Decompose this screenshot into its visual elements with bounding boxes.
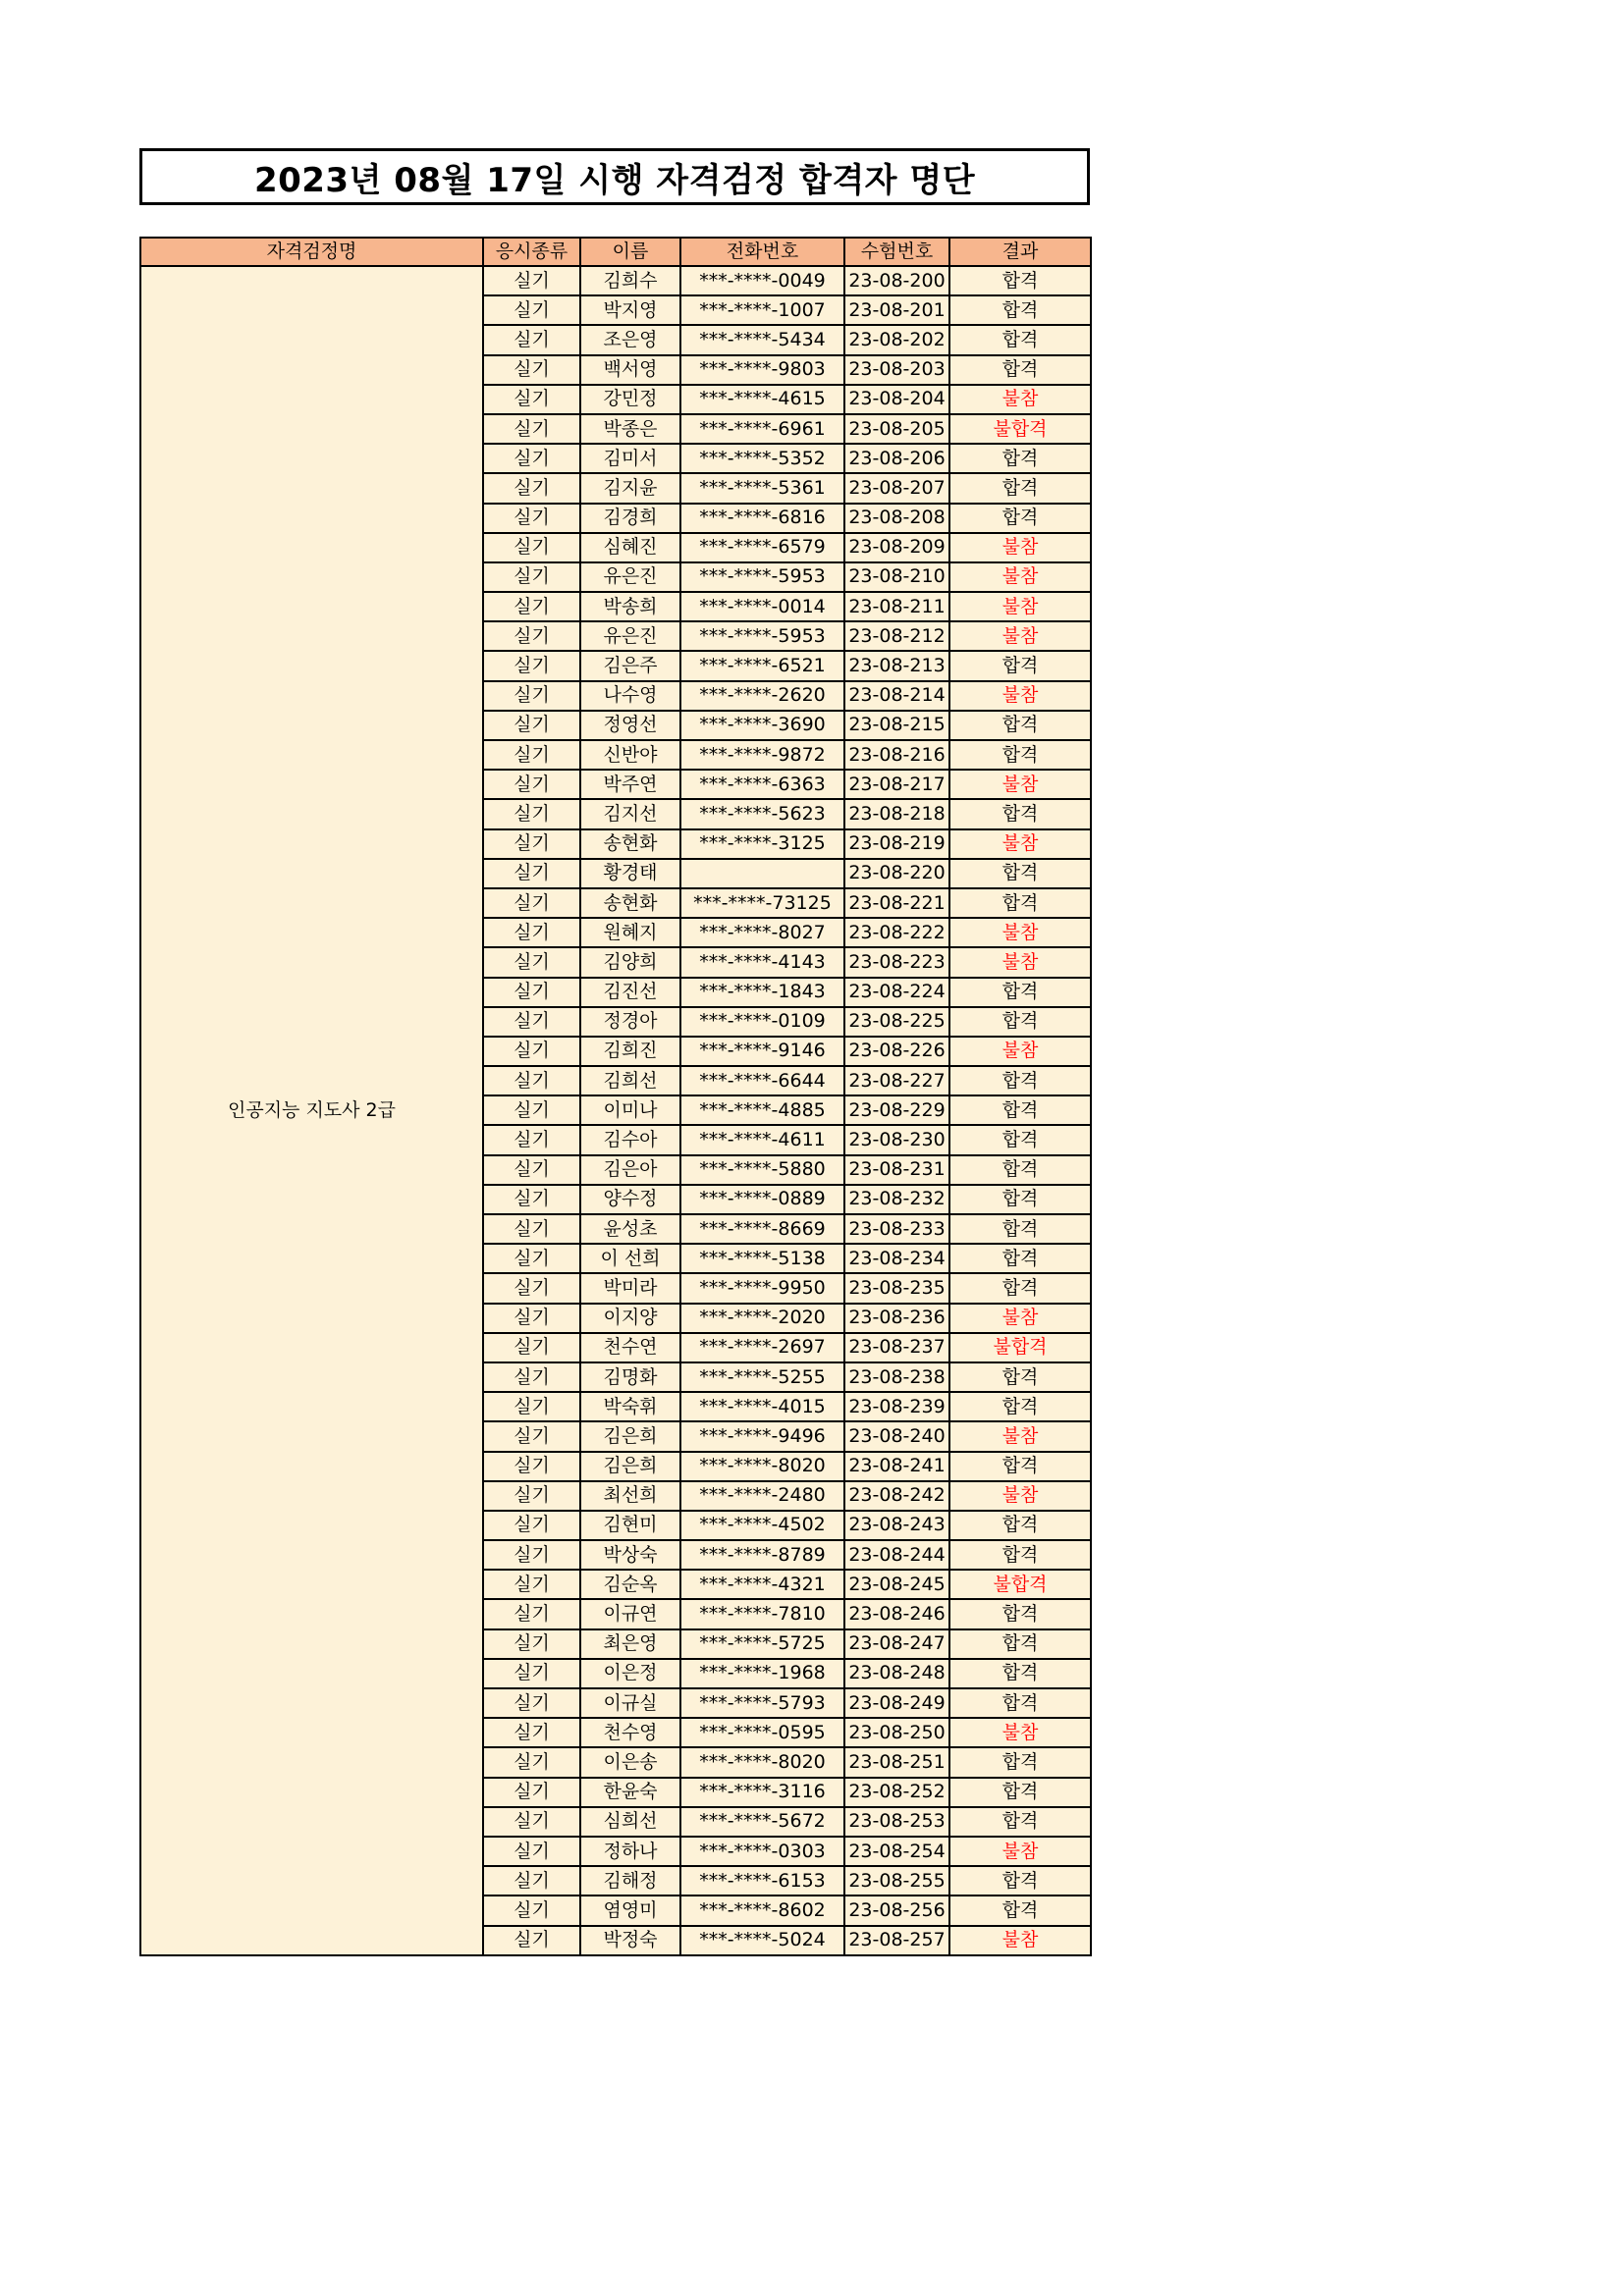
- exam-type-cell: 실기: [483, 1926, 580, 1955]
- name-cell: 양수정: [580, 1185, 680, 1214]
- exam-number-cell: 23-08-201: [844, 295, 949, 325]
- exam-number-cell: 23-08-251: [844, 1747, 949, 1777]
- exam-number-cell: 23-08-203: [844, 355, 949, 385]
- exam-type-cell: 실기: [483, 1688, 580, 1718]
- result-cell: 합격: [949, 1866, 1091, 1896]
- phone-cell: ***-****-4885: [680, 1095, 844, 1125]
- phone-cell: ***-****-5434: [680, 325, 844, 354]
- phone-cell: ***-****-6644: [680, 1066, 844, 1095]
- phone-cell: ***-****-5024: [680, 1926, 844, 1955]
- exam-type-cell: 실기: [483, 1421, 580, 1451]
- exam-type-cell: 실기: [483, 1807, 580, 1837]
- column-header-type: 응시종류: [483, 238, 580, 266]
- exam-type-cell: 실기: [483, 1244, 580, 1273]
- name-cell: 박주연: [580, 770, 680, 799]
- exam-number-cell: 23-08-207: [844, 473, 949, 503]
- exam-type-cell: 실기: [483, 1155, 580, 1185]
- result-cell: 불참: [949, 1304, 1091, 1333]
- result-cell: 불참: [949, 1481, 1091, 1511]
- result-cell: 합격: [949, 859, 1091, 888]
- result-cell: 합격: [949, 1629, 1091, 1659]
- name-cell: 박정숙: [580, 1926, 680, 1955]
- result-cell: 합격: [949, 473, 1091, 503]
- result-cell: 불참: [949, 947, 1091, 977]
- exam-type-cell: 실기: [483, 414, 580, 444]
- phone-cell: ***-****-5725: [680, 1629, 844, 1659]
- phone-cell: ***-****-2020: [680, 1304, 844, 1333]
- name-cell: 이지양: [580, 1304, 680, 1333]
- exam-type-cell: 실기: [483, 1511, 580, 1540]
- name-cell: 최은영: [580, 1629, 680, 1659]
- phone-cell: ***-****-7810: [680, 1599, 844, 1629]
- result-cell: 불합격: [949, 414, 1091, 444]
- exam-type-cell: 실기: [483, 1095, 580, 1125]
- exam-number-cell: 23-08-219: [844, 829, 949, 859]
- phone-cell: ***-****-0109: [680, 1007, 844, 1037]
- name-cell: 김미서: [580, 444, 680, 473]
- exam-number-cell: 23-08-236: [844, 1304, 949, 1333]
- exam-type-cell: 실기: [483, 1866, 580, 1896]
- exam-number-cell: 23-08-200: [844, 266, 949, 295]
- result-cell: 불합격: [949, 1333, 1091, 1362]
- result-cell: 불참: [949, 1037, 1091, 1066]
- phone-cell: ***-****-6579: [680, 533, 844, 562]
- phone-cell: ***-****-9950: [680, 1273, 844, 1303]
- result-cell: 합격: [949, 1659, 1091, 1688]
- result-cell: 합격: [949, 1540, 1091, 1570]
- exam-number-cell: 23-08-222: [844, 918, 949, 947]
- exam-number-cell: 23-08-245: [844, 1570, 949, 1599]
- result-cell: 합격: [949, 1599, 1091, 1629]
- cert-name-cell: 인공지능 지도사 2급: [140, 266, 483, 1955]
- phone-cell: ***-****-5953: [680, 621, 844, 651]
- name-cell: 한윤숙: [580, 1778, 680, 1807]
- result-cell: 합격: [949, 1392, 1091, 1421]
- exam-number-cell: 23-08-232: [844, 1185, 949, 1214]
- exam-type-cell: 실기: [483, 1452, 580, 1481]
- column-header-exam-no: 수험번호: [844, 238, 949, 266]
- exam-type-cell: 실기: [483, 1037, 580, 1066]
- result-cell: 합격: [949, 355, 1091, 385]
- name-cell: 김양희: [580, 947, 680, 977]
- result-cell: 합격: [949, 1185, 1091, 1214]
- exam-type-cell: 실기: [483, 651, 580, 680]
- exam-type-cell: 실기: [483, 770, 580, 799]
- exam-type-cell: 실기: [483, 1304, 580, 1333]
- column-header-result: 결과: [949, 238, 1091, 266]
- phone-cell: ***-****-0303: [680, 1837, 844, 1866]
- exam-type-cell: 실기: [483, 1481, 580, 1511]
- result-cell: 불참: [949, 681, 1091, 711]
- exam-number-cell: 23-08-233: [844, 1214, 949, 1244]
- result-cell: 합격: [949, 1214, 1091, 1244]
- exam-number-cell: 23-08-239: [844, 1392, 949, 1421]
- phone-cell: ***-****-2697: [680, 1333, 844, 1362]
- exam-type-cell: 실기: [483, 266, 580, 295]
- name-cell: 백서영: [580, 355, 680, 385]
- result-cell: 합격: [949, 1095, 1091, 1125]
- phone-cell: ***-****-1843: [680, 978, 844, 1007]
- exam-type-cell: 실기: [483, 1570, 580, 1599]
- exam-type-cell: 실기: [483, 355, 580, 385]
- name-cell: 신반야: [580, 740, 680, 770]
- exam-number-cell: 23-08-246: [844, 1599, 949, 1629]
- exam-type-cell: 실기: [483, 504, 580, 533]
- result-cell: 불참: [949, 1926, 1091, 1955]
- name-cell: 나수영: [580, 681, 680, 711]
- page-title: 2023년 08월 17일 시행 자격검정 합격자 명단: [139, 148, 1090, 205]
- name-cell: 박송희: [580, 592, 680, 621]
- name-cell: 이미나: [580, 1095, 680, 1125]
- result-cell: 합격: [949, 1511, 1091, 1540]
- column-header-cert: 자격검정명: [140, 238, 483, 266]
- name-cell: 심혜진: [580, 533, 680, 562]
- result-cell: 불참: [949, 1837, 1091, 1866]
- name-cell: 정하나: [580, 1837, 680, 1866]
- exam-number-cell: 23-08-241: [844, 1452, 949, 1481]
- exam-number-cell: 23-08-220: [844, 859, 949, 888]
- exam-type-cell: 실기: [483, 621, 580, 651]
- name-cell: 염영미: [580, 1896, 680, 1925]
- exam-number-cell: 23-08-242: [844, 1481, 949, 1511]
- phone-cell: ***-****-5880: [680, 1155, 844, 1185]
- exam-number-cell: 23-08-248: [844, 1659, 949, 1688]
- exam-type-cell: 실기: [483, 829, 580, 859]
- result-cell: 합격: [949, 444, 1091, 473]
- exam-type-cell: 실기: [483, 1659, 580, 1688]
- result-cell: 합격: [949, 325, 1091, 354]
- exam-type-cell: 실기: [483, 444, 580, 473]
- name-cell: 송현화: [580, 888, 680, 918]
- name-cell: 정영선: [580, 711, 680, 740]
- name-cell: 김은주: [580, 651, 680, 680]
- name-cell: 최선희: [580, 1481, 680, 1511]
- exam-type-cell: 실기: [483, 1747, 580, 1777]
- phone-cell: ***-****-3125: [680, 829, 844, 859]
- exam-number-cell: 23-08-253: [844, 1807, 949, 1837]
- exam-type-cell: 실기: [483, 740, 580, 770]
- name-cell: 김현미: [580, 1511, 680, 1540]
- exam-type-cell: 실기: [483, 799, 580, 828]
- exam-type-cell: 실기: [483, 1273, 580, 1303]
- result-cell: 합격: [949, 651, 1091, 680]
- exam-type-cell: 실기: [483, 562, 580, 592]
- exam-type-cell: 실기: [483, 859, 580, 888]
- exam-number-cell: 23-08-202: [844, 325, 949, 354]
- exam-type-cell: 실기: [483, 385, 580, 414]
- exam-number-cell: 23-08-215: [844, 711, 949, 740]
- phone-cell: ***-****-1007: [680, 295, 844, 325]
- result-cell: 합격: [949, 1066, 1091, 1095]
- name-cell: 김은희: [580, 1421, 680, 1451]
- phone-cell: ***-****-1968: [680, 1659, 844, 1688]
- exam-number-cell: 23-08-243: [844, 1511, 949, 1540]
- result-cell: 합격: [949, 1452, 1091, 1481]
- exam-number-cell: 23-08-247: [844, 1629, 949, 1659]
- exam-number-cell: 23-08-252: [844, 1778, 949, 1807]
- exam-number-cell: 23-08-230: [844, 1125, 949, 1154]
- column-header-name: 이름: [580, 238, 680, 266]
- exam-type-cell: 실기: [483, 1392, 580, 1421]
- result-cell: 불합격: [949, 1570, 1091, 1599]
- name-cell: 송현화: [580, 829, 680, 859]
- result-cell: 합격: [949, 1807, 1091, 1837]
- exam-type-cell: 실기: [483, 1362, 580, 1392]
- phone-cell: ***-****-4502: [680, 1511, 844, 1540]
- result-cell: 합격: [949, 740, 1091, 770]
- exam-type-cell: 실기: [483, 1125, 580, 1154]
- exam-number-cell: 23-08-226: [844, 1037, 949, 1066]
- result-cell: 합격: [949, 504, 1091, 533]
- phone-cell: ***-****-6961: [680, 414, 844, 444]
- result-cell: 합격: [949, 1778, 1091, 1807]
- phone-cell: ***-****-4143: [680, 947, 844, 977]
- exam-number-cell: 23-08-225: [844, 1007, 949, 1037]
- exam-type-cell: 실기: [483, 1540, 580, 1570]
- name-cell: 박숙휘: [580, 1392, 680, 1421]
- exam-number-cell: 23-08-234: [844, 1244, 949, 1273]
- exam-number-cell: 23-08-238: [844, 1362, 949, 1392]
- phone-cell: ***-****-0014: [680, 592, 844, 621]
- name-cell: 김은아: [580, 1155, 680, 1185]
- phone-cell: ***-****-0889: [680, 1185, 844, 1214]
- exam-type-cell: 실기: [483, 1007, 580, 1037]
- result-cell: 불참: [949, 1421, 1091, 1451]
- result-cell: 합격: [949, 1155, 1091, 1185]
- phone-cell: ***-****-8602: [680, 1896, 844, 1925]
- exam-number-cell: 23-08-206: [844, 444, 949, 473]
- phone-cell: ***-****-2620: [680, 681, 844, 711]
- name-cell: 박지영: [580, 295, 680, 325]
- exam-number-cell: 23-08-221: [844, 888, 949, 918]
- exam-type-cell: 실기: [483, 325, 580, 354]
- exam-type-cell: 실기: [483, 533, 580, 562]
- exam-type-cell: 실기: [483, 1066, 580, 1095]
- phone-cell: ***-****-5793: [680, 1688, 844, 1718]
- result-cell: 불참: [949, 918, 1091, 947]
- name-cell: 강민정: [580, 385, 680, 414]
- phone-cell: ***-****-5138: [680, 1244, 844, 1273]
- exam-type-cell: 실기: [483, 295, 580, 325]
- table-row: [140, 266, 1091, 295]
- phone-cell: [680, 859, 844, 888]
- exam-number-cell: 23-08-204: [844, 385, 949, 414]
- result-cell: 합격: [949, 1747, 1091, 1777]
- name-cell: 이 선희: [580, 1244, 680, 1273]
- table-header-row: [140, 238, 1091, 266]
- exam-number-cell: 23-08-227: [844, 1066, 949, 1095]
- name-cell: 이은송: [580, 1747, 680, 1777]
- name-cell: 박미라: [580, 1273, 680, 1303]
- name-cell: 김희수: [580, 266, 680, 295]
- exam-type-cell: 실기: [483, 947, 580, 977]
- exam-type-cell: 실기: [483, 1778, 580, 1807]
- exam-type-cell: 실기: [483, 1214, 580, 1244]
- name-cell: 유은진: [580, 621, 680, 651]
- exam-number-cell: 23-08-257: [844, 1926, 949, 1955]
- exam-number-cell: 23-08-205: [844, 414, 949, 444]
- name-cell: 김은희: [580, 1452, 680, 1481]
- result-cell: 불참: [949, 533, 1091, 562]
- name-cell: 원혜지: [580, 918, 680, 947]
- result-cell: 합격: [949, 1896, 1091, 1925]
- exam-number-cell: 23-08-250: [844, 1718, 949, 1747]
- name-cell: 이규실: [580, 1688, 680, 1718]
- result-cell: 합격: [949, 295, 1091, 325]
- name-cell: 심희선: [580, 1807, 680, 1837]
- result-cell: 불참: [949, 621, 1091, 651]
- phone-cell: ***-****-0049: [680, 266, 844, 295]
- exam-number-cell: 23-08-212: [844, 621, 949, 651]
- exam-number-cell: 23-08-218: [844, 799, 949, 828]
- phone-cell: ***-****-5255: [680, 1362, 844, 1392]
- result-cell: 합격: [949, 978, 1091, 1007]
- exam-number-cell: 23-08-244: [844, 1540, 949, 1570]
- exam-type-cell: 실기: [483, 1896, 580, 1925]
- result-cell: 합격: [949, 1362, 1091, 1392]
- name-cell: 정경아: [580, 1007, 680, 1037]
- result-cell: 불참: [949, 385, 1091, 414]
- phone-cell: ***-****-73125: [680, 888, 844, 918]
- phone-cell: ***-****-4321: [680, 1570, 844, 1599]
- name-cell: 조은영: [580, 325, 680, 354]
- name-cell: 김순옥: [580, 1570, 680, 1599]
- exam-number-cell: 23-08-229: [844, 1095, 949, 1125]
- column-header-phone: 전화번호: [680, 238, 844, 266]
- phone-cell: ***-****-9146: [680, 1037, 844, 1066]
- name-cell: 이규연: [580, 1599, 680, 1629]
- exam-number-cell: 23-08-249: [844, 1688, 949, 1718]
- name-cell: 김지윤: [580, 473, 680, 503]
- exam-number-cell: 23-08-235: [844, 1273, 949, 1303]
- exam-number-cell: 23-08-208: [844, 504, 949, 533]
- name-cell: 김해정: [580, 1866, 680, 1896]
- phone-cell: ***-****-9803: [680, 355, 844, 385]
- result-cell: 합격: [949, 266, 1091, 295]
- phone-cell: ***-****-6521: [680, 651, 844, 680]
- name-cell: 김진선: [580, 978, 680, 1007]
- exam-number-cell: 23-08-231: [844, 1155, 949, 1185]
- exam-type-cell: 실기: [483, 1599, 580, 1629]
- exam-number-cell: 23-08-211: [844, 592, 949, 621]
- exam-number-cell: 23-08-256: [844, 1896, 949, 1925]
- name-cell: 천수영: [580, 1718, 680, 1747]
- phone-cell: ***-****-8789: [680, 1540, 844, 1570]
- result-cell: 합격: [949, 1125, 1091, 1154]
- name-cell: 유은진: [580, 562, 680, 592]
- exam-number-cell: 23-08-210: [844, 562, 949, 592]
- phone-cell: ***-****-6816: [680, 504, 844, 533]
- exam-number-cell: 23-08-254: [844, 1837, 949, 1866]
- exam-type-cell: 실기: [483, 681, 580, 711]
- result-cell: 합격: [949, 1007, 1091, 1037]
- exam-number-cell: 23-08-217: [844, 770, 949, 799]
- exam-number-cell: 23-08-213: [844, 651, 949, 680]
- name-cell: 박상숙: [580, 1540, 680, 1570]
- phone-cell: ***-****-5953: [680, 562, 844, 592]
- result-cell: 불참: [949, 829, 1091, 859]
- exam-number-cell: 23-08-240: [844, 1421, 949, 1451]
- result-cell: 합격: [949, 711, 1091, 740]
- name-cell: 윤성초: [580, 1214, 680, 1244]
- phone-cell: ***-****-5672: [680, 1807, 844, 1837]
- result-cell: 합격: [949, 799, 1091, 828]
- name-cell: 황경태: [580, 859, 680, 888]
- phone-cell: ***-****-8020: [680, 1452, 844, 1481]
- exam-type-cell: 실기: [483, 1837, 580, 1866]
- name-cell: 김명화: [580, 1362, 680, 1392]
- exam-type-cell: 실기: [483, 592, 580, 621]
- name-cell: 김희선: [580, 1066, 680, 1095]
- result-cell: 불참: [949, 562, 1091, 592]
- phone-cell: ***-****-6153: [680, 1866, 844, 1896]
- name-cell: 이은정: [580, 1659, 680, 1688]
- name-cell: 박종은: [580, 414, 680, 444]
- phone-cell: ***-****-4615: [680, 385, 844, 414]
- name-cell: 천수연: [580, 1333, 680, 1362]
- exam-number-cell: 23-08-223: [844, 947, 949, 977]
- exam-number-cell: 23-08-224: [844, 978, 949, 1007]
- phone-cell: ***-****-3690: [680, 711, 844, 740]
- result-cell: 합격: [949, 1244, 1091, 1273]
- result-cell: 불참: [949, 770, 1091, 799]
- phone-cell: ***-****-4611: [680, 1125, 844, 1154]
- result-cell: 합격: [949, 888, 1091, 918]
- phone-cell: ***-****-4015: [680, 1392, 844, 1421]
- phone-cell: ***-****-0595: [680, 1718, 844, 1747]
- exam-type-cell: 실기: [483, 888, 580, 918]
- phone-cell: ***-****-8027: [680, 918, 844, 947]
- exam-type-cell: 실기: [483, 1185, 580, 1214]
- table-body: [140, 266, 1091, 1955]
- result-cell: 합격: [949, 1273, 1091, 1303]
- result-cell: 불참: [949, 592, 1091, 621]
- exam-number-cell: 23-08-209: [844, 533, 949, 562]
- phone-cell: ***-****-2480: [680, 1481, 844, 1511]
- phone-cell: ***-****-9496: [680, 1421, 844, 1451]
- name-cell: 김수아: [580, 1125, 680, 1154]
- result-cell: 합격: [949, 1688, 1091, 1718]
- phone-cell: ***-****-5352: [680, 444, 844, 473]
- phone-cell: ***-****-8020: [680, 1747, 844, 1777]
- exam-type-cell: 실기: [483, 1718, 580, 1747]
- exam-type-cell: 실기: [483, 1629, 580, 1659]
- exam-type-cell: 실기: [483, 1333, 580, 1362]
- exam-type-cell: 실기: [483, 473, 580, 503]
- phone-cell: ***-****-9872: [680, 740, 844, 770]
- phone-cell: ***-****-5623: [680, 799, 844, 828]
- exam-number-cell: 23-08-255: [844, 1866, 949, 1896]
- exam-number-cell: 23-08-237: [844, 1333, 949, 1362]
- result-cell: 불참: [949, 1718, 1091, 1747]
- name-cell: 김지선: [580, 799, 680, 828]
- phone-cell: ***-****-3116: [680, 1778, 844, 1807]
- phone-cell: ***-****-5361: [680, 473, 844, 503]
- exam-number-cell: 23-08-214: [844, 681, 949, 711]
- name-cell: 김경희: [580, 504, 680, 533]
- exam-number-cell: 23-08-216: [844, 740, 949, 770]
- exam-type-cell: 실기: [483, 711, 580, 740]
- exam-type-cell: 실기: [483, 918, 580, 947]
- exam-type-cell: 실기: [483, 978, 580, 1007]
- phone-cell: ***-****-6363: [680, 770, 844, 799]
- phone-cell: ***-****-8669: [680, 1214, 844, 1244]
- results-table: [139, 237, 1092, 1956]
- name-cell: 김희진: [580, 1037, 680, 1066]
